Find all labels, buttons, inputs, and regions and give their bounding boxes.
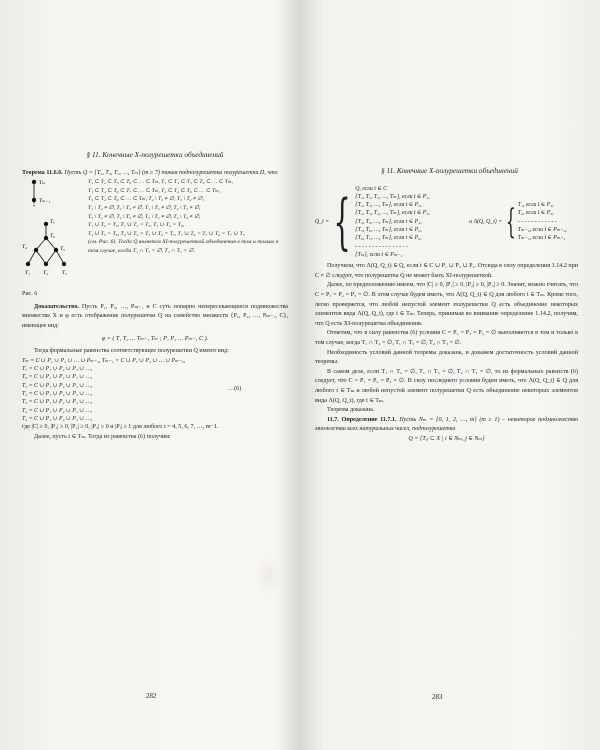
equation-line: T₁ = C ∪ P₁ ∪ P₂ ∪ P₃ ∪ …,	[22, 415, 93, 422]
edge-4-1	[28, 250, 36, 264]
definition-title: 11.7. Определение 11.7.1.	[327, 416, 397, 423]
paragraph-note: Отметим, что в силу равенства (6) условия C = P₁ = P₂ = P₃ = ∅ выполняются в том и только в том случае, когда T₁ ∩ T₂ = ∅, T₁ ∩ T₃ = ∅, T₂ ∩ T₃ = ∅.	[315, 330, 578, 347]
edge-5-2	[46, 250, 56, 264]
equation-system	[22, 357, 288, 423]
label-t7: T₇	[50, 219, 55, 226]
page-stain	[255, 555, 285, 595]
hasse-diagram	[22, 178, 88, 300]
equation-line: T₇ = C ∪ P₁ ∪ P₂ ∪ P₃ ∪ …,	[22, 366, 93, 373]
equation-line: T₆ = C ∪ P₁ ∪ P₂ ∪ P₃ ∪ …,	[22, 374, 93, 381]
node-t4	[34, 248, 38, 252]
edge-6-4	[36, 238, 46, 250]
qt-lhs: Q_t =	[315, 218, 330, 225]
proof-text: Пусть P₁, P₂, …, Pₘ₋₁ и C суть попарно непересекающиеся подмножества множества X и φ есть отображение полурешетки Q на семейство множеств {P₁, P₂, …, Pₘ₋₁, C}, имеющее вид:	[22, 303, 288, 329]
relation-line: T₁ ∪ T₂ = T₅, T₁ ∪ T₃ = T₅, T₁ ∪ T₄ = T₆,	[88, 222, 185, 229]
node-t3	[62, 262, 66, 266]
left-page	[22, 150, 288, 442]
definition-formula: Q = {Tᵢⱼ ⊂ X | i ∈ Nₘ, j ∈ Nₘ}	[408, 435, 485, 442]
left-page-number: 282	[146, 692, 157, 700]
paragraph-sufficiency: В самом деле, если T₁ ∩ T₂ = ∅, T₁ ∩ T₃ = ∅, T₂ ∩ T₃ = ∅, то из формальных равенств (6) следует, что C = P₁ = P₂ = P₃ = ∅. В силу последнего условия будем иметь, что Λ(Q, Q_t) ∈ Q для любого t ∈ Tₘ и любой непустой элемент полурешетки Q есть объединение некоторых элементов вида Λ(Q, Q_t), где t ∈ Tₘ.	[315, 368, 578, 404]
theorem-body	[22, 178, 288, 300]
qt-case: {T₆, T₇, …, Tₘ}, если t ∈ P₆,	[355, 235, 422, 242]
definition-text: Пусть Nₘ = {0, 1, 2, …, m} (m ≥ 1) – некоторое подмножество множества всех натуральных чисел, подполурешетка	[315, 416, 579, 433]
label-tm: Tₘ	[39, 180, 46, 187]
node-tm1	[32, 198, 36, 202]
equation-line: Tₘ = C ∪ P₁ ∪ P₂ ∪ … ∪ Pₘ₋₁, Tₘ₋₁ = C ∪ P₁ ∪ P₂ ∪ … ∪ Pₘ₋₂,	[22, 357, 186, 364]
qt-case: - - - - - - - - - - - - - - - -	[355, 243, 408, 250]
relation-line: T₁ ⊂ T₂ ⊂ T₅ ⊂ T₆ ⊂ … ⊂ Tₘ, T₁ ⊂ T₃ ⊂ T₅ ⊂ T₆ ⊂ … ⊂ Tₘ,	[88, 179, 233, 186]
definition-paragraph	[315, 416, 578, 435]
right-page	[315, 166, 578, 445]
qt-case: {T₂, T₃, …, Tₘ}, если t ∈ P₂,	[355, 202, 422, 209]
qt-case: Q, если t ∈ C	[355, 185, 387, 192]
theorem-title: Теорема 11.6.6.	[22, 169, 63, 176]
lambda-brace: {	[506, 201, 516, 242]
label-tm1: Tₘ₋₁	[39, 198, 51, 205]
left-brace: {	[333, 186, 351, 257]
proof-paragraph	[22, 303, 288, 332]
lambda-case: - - - - - - - - - - - -	[517, 218, 557, 225]
equation-line: T₅ = C ∪ P₁ ∪ P₂ ∪ P₃ ∪ …,	[22, 382, 93, 389]
node-t1	[26, 262, 30, 266]
lambda-case: T₂, если t ∈ P₅,	[517, 210, 554, 217]
label-t6: T₆	[50, 233, 55, 240]
relations-list	[88, 178, 288, 300]
label-t1: T₁	[25, 270, 30, 277]
node-tm	[32, 180, 36, 184]
node-t7	[44, 222, 48, 226]
lambda-case: Tₘ₋₂, если t ∈ Pₘ₋₂,	[517, 227, 567, 234]
node-t2	[44, 262, 48, 266]
hasse-diagram-svg	[22, 178, 84, 290]
qt-cases	[355, 185, 467, 260]
theorem-intro: Пусть Q = {T₁, T₂, T₃, …, Tₘ} (m ≥ 7) такая подполурешетка полурешетки D, что	[64, 169, 278, 176]
lambda-case: Tₘ₋₁, если t ∈ Pₘ₋₁	[517, 235, 566, 242]
qt-case: {T₁, T₂, T₃, …, Tₘ}, если t ∈ P₁,	[355, 193, 430, 200]
relation-line: T₃ \ T₄ ≠ ∅, T₄ \ T₅ ≠ ∅, T₅ \ T₄ ≠ ∅, T₄ \ T₆ ≠ ∅,	[88, 213, 201, 220]
paragraph-equalities-intro: Тогда формальные равенства соответствующее полурешетки Q имеют вид:	[34, 348, 229, 355]
equation-line: T₂ = C ∪ P₁ ∪ P₂ ∪ P₃ ∪ …,	[22, 407, 93, 414]
label-t2: T₂	[43, 270, 48, 277]
paragraph-qed: Теорема доказана.	[327, 407, 375, 414]
lambda-cases	[518, 201, 567, 242]
paragraph-conditions: где |C| ≥ 0, |P₁| ≥ 0, |P₂| ≥ 0, |P₃| ≥ 0 и |Pᵢ| ≥ 1 для любого i = 4, 5, 6, 7, …, m−1.	[22, 424, 219, 431]
lambda-lhs: и Λ(Q, Q_t) =	[469, 218, 503, 225]
qt-case: {T₂, T₃, T₄, …, Tₘ}, если t ∈ P₃,	[355, 210, 430, 217]
theorem-statement	[22, 169, 288, 179]
relations-tail: (см. Рис. 6). Тогда Q является XI-полурешеткой объединения в том и только в том случае, когда T₁ ∩ T₃ = ∅, T₂ ∩ T₃ = ∅.	[88, 239, 279, 254]
lambda-case: T₁, если t ∈ P₄,	[517, 202, 554, 209]
qt-case: {T₄, T₅, …, Tₘ}, если t ∈ P₄,	[355, 218, 422, 225]
qt-case: {Tₘ}, если t ∈ Pₘ₋₁	[355, 251, 403, 258]
label-t3: T₃	[62, 270, 67, 277]
equation-number: …(6)	[228, 386, 242, 393]
left-running-header: § 11. Конечные X-полурешетки объединений	[86, 150, 224, 159]
edge-6-5	[46, 238, 56, 250]
node-t6	[44, 236, 48, 240]
edge-5-3	[56, 250, 64, 264]
paragraph-necessity: Необходимость условий данной теоремы доказана, и докажем достаточность условий данной теоремы.	[315, 349, 578, 366]
node-t5	[54, 248, 58, 252]
right-running-header: § 11. Конечные X-полурешетки объединений	[381, 166, 518, 175]
relation-line: T₁ ⊂ T₄ ⊂ T₆ ⊂ T₇ ⊂ … ⊂ Tₘ, T₂ ⊂ T₄ ⊂ T₆ ⊂ … ⊂ Tₘ,	[88, 187, 221, 194]
label-t4: T₄	[22, 244, 27, 251]
figure-caption: Рис. 6	[22, 291, 38, 298]
relation-line: T₃ ⊂ T₄ ⊂ T₆ ⊂ … ⊂ Tₘ, T₂ \ T₃ ≠ ∅, T₃ \ T₂ ≠ ∅,	[88, 196, 204, 203]
paragraph-obtained: Получили, что Λ(Q, Q_t) ∈ Q, если t ∈ C ∪ P₁ ∪ P₂ ∪ P₃. Отсюда в силу определения 1.14.2 при C ≠ ∅ следует, что полурешетка Q не может быть XI-полурешеткой.	[315, 263, 578, 279]
relation-line: T₄ ∪ T₅ = T₆, T₂ ∪ T₃ = T₅ ∪ T₆ = T₇, T₁ ∪ T₆ = T₇ ∪ T₈ = T₇ ∪ T₅	[88, 230, 245, 237]
equation-line: T₃ = C ∪ P₁ ∪ P₂ ∪ P₃ ∪ …,	[22, 399, 93, 406]
edge-4-2	[36, 250, 46, 264]
label-t5: T₅	[60, 246, 65, 253]
proof-title: Доказательство.	[34, 303, 79, 310]
paragraph-assumption: Далее, по предположению имеем, что |C| ≥ 0, |P₁| ≥ 0, |P₂| ≥ 0, |P₃| ≥ 0. Значит, можно считать, что C = P₁ = P₂ = P₃ = ∅. В этом случае будем иметь, что Λ(Q, Q_t) ∈ Q для любого t ∈ Tₘ. Кроме того, легко проверяется, что любой непустой элемент полурешетки Q есть объединение некоторых элементов вида Λ(Q, Q_t), где t ∈ Tₘ. Теперь, принимая во внимание определение 1.14.2, получим, что Q есть XI-полурешетка объединения.	[315, 282, 578, 327]
paragraph-then: Далее, пусть t ∈ Tₘ. Тогда из равенства (6) получим:	[34, 433, 171, 440]
relation-line: T₁ \ T₂ ≠ ∅, T₄ \ T₃ ≠ ∅, T₁ \ T₃ ≠ ∅, T₂ \ T₄ ≠ ∅,	[88, 204, 201, 211]
qt-case: {T₅, T₆, …, Tₘ}, если t ∈ P₅,	[355, 227, 422, 234]
right-page-number: 283	[432, 693, 443, 701]
phi-formula: φ = ( T₁ T₂ … Tₘ₋₁ Tₘ ; P₁ P₂ … Pₘ₋₁ C ).	[101, 335, 209, 342]
equation-list	[22, 357, 228, 423]
qt-system	[315, 185, 578, 260]
equation-line: T₄ = C ∪ P₁ ∪ P₂ ∪ P₃ ∪ …,	[22, 390, 93, 397]
